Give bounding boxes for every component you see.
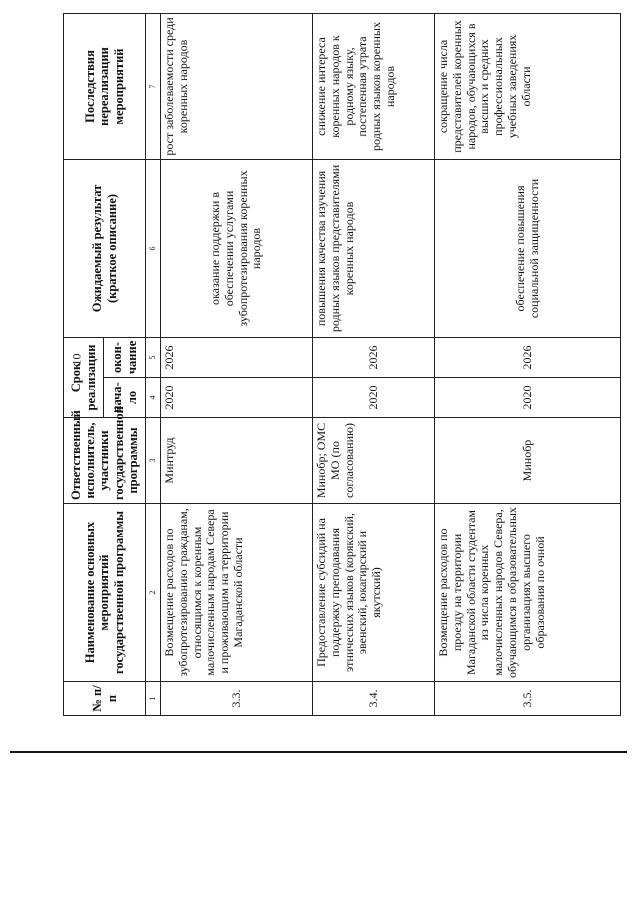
header-executor: Ответственный исполнитель, участники государственной программы: [64, 418, 146, 504]
column-number: 1: [146, 682, 161, 716]
executor: Минобр: [435, 418, 621, 504]
measure-name: Предоставление субсидий на поддержку преподавания этнических языков (корякский, эвенский, юкагирский и якутский): [313, 504, 435, 682]
table-row: [435, 13, 621, 715]
bottom-rule: [10, 751, 627, 753]
executor: Минобр; ОМС МО (по согласованию): [313, 418, 435, 504]
consequence: рост заболеваемости среди коренных народов: [161, 13, 313, 159]
consequence: сокращение числа представителей коренных народов, обучающихся в высших и средних профессиональных учебных заведениях области: [435, 13, 621, 159]
row-number: 3.5.: [435, 682, 621, 716]
header-end: окон-чание: [104, 337, 146, 377]
column-number: 2: [146, 504, 161, 682]
column-number: 7: [146, 13, 161, 159]
consequence: снижение интереса коренных народов к родному языку, постепенная утрата родных языков коренных народов: [313, 13, 435, 159]
executor: Минтруд: [161, 418, 313, 504]
column-number: 3: [146, 418, 161, 504]
column-number: 5: [146, 337, 161, 377]
start-year: 2020: [161, 378, 313, 418]
program-table: [63, 13, 621, 716]
start-year: 2020: [313, 378, 435, 418]
page-number: 10: [69, 353, 84, 366]
header-term: Срок реализации: [64, 337, 104, 417]
table-row: [161, 13, 313, 715]
expected-result: оказание поддержки в обеспечении услугами зубопротезирования коренных народов: [161, 159, 313, 337]
rotated-table-block: [63, 14, 619, 716]
expected-result: обеспечение повышения социальной защищенности: [435, 159, 621, 337]
table-row: [313, 13, 435, 715]
end-year: 2026: [313, 337, 435, 377]
expected-result: повышения качества изучения родных языков представителями коренных народов: [313, 159, 435, 337]
header-start: нача-ло: [104, 378, 146, 418]
header-consequences: Последствия нереализации мероприятий: [64, 13, 146, 159]
end-year: 2026: [161, 337, 313, 377]
start-year: 2020: [435, 378, 621, 418]
measure-name: Возмещение расходов по зубопротезированию гражданам, относящимся к коренным малочисленным народам Севера и проживающим на территории Магаданской области: [161, 504, 313, 682]
row-number: 3.3.: [161, 682, 313, 716]
header-measure-name: Наименование основных мероприятий государственной программы: [64, 504, 146, 682]
measure-name: Возмещение расходов по проезду на территории Магаданской области студентам из числа коренных малочисленных народов Севера, обучающимся в образовательных организациях высшего образования по очной: [435, 504, 621, 682]
header-number: № п/п: [64, 682, 146, 716]
header-expected-result: Ожидаемый результат (краткое описание): [64, 159, 146, 337]
end-year: 2026: [435, 337, 621, 377]
column-number: 4: [146, 378, 161, 418]
row-number: 3.4.: [313, 682, 435, 716]
column-number: 6: [146, 159, 161, 337]
